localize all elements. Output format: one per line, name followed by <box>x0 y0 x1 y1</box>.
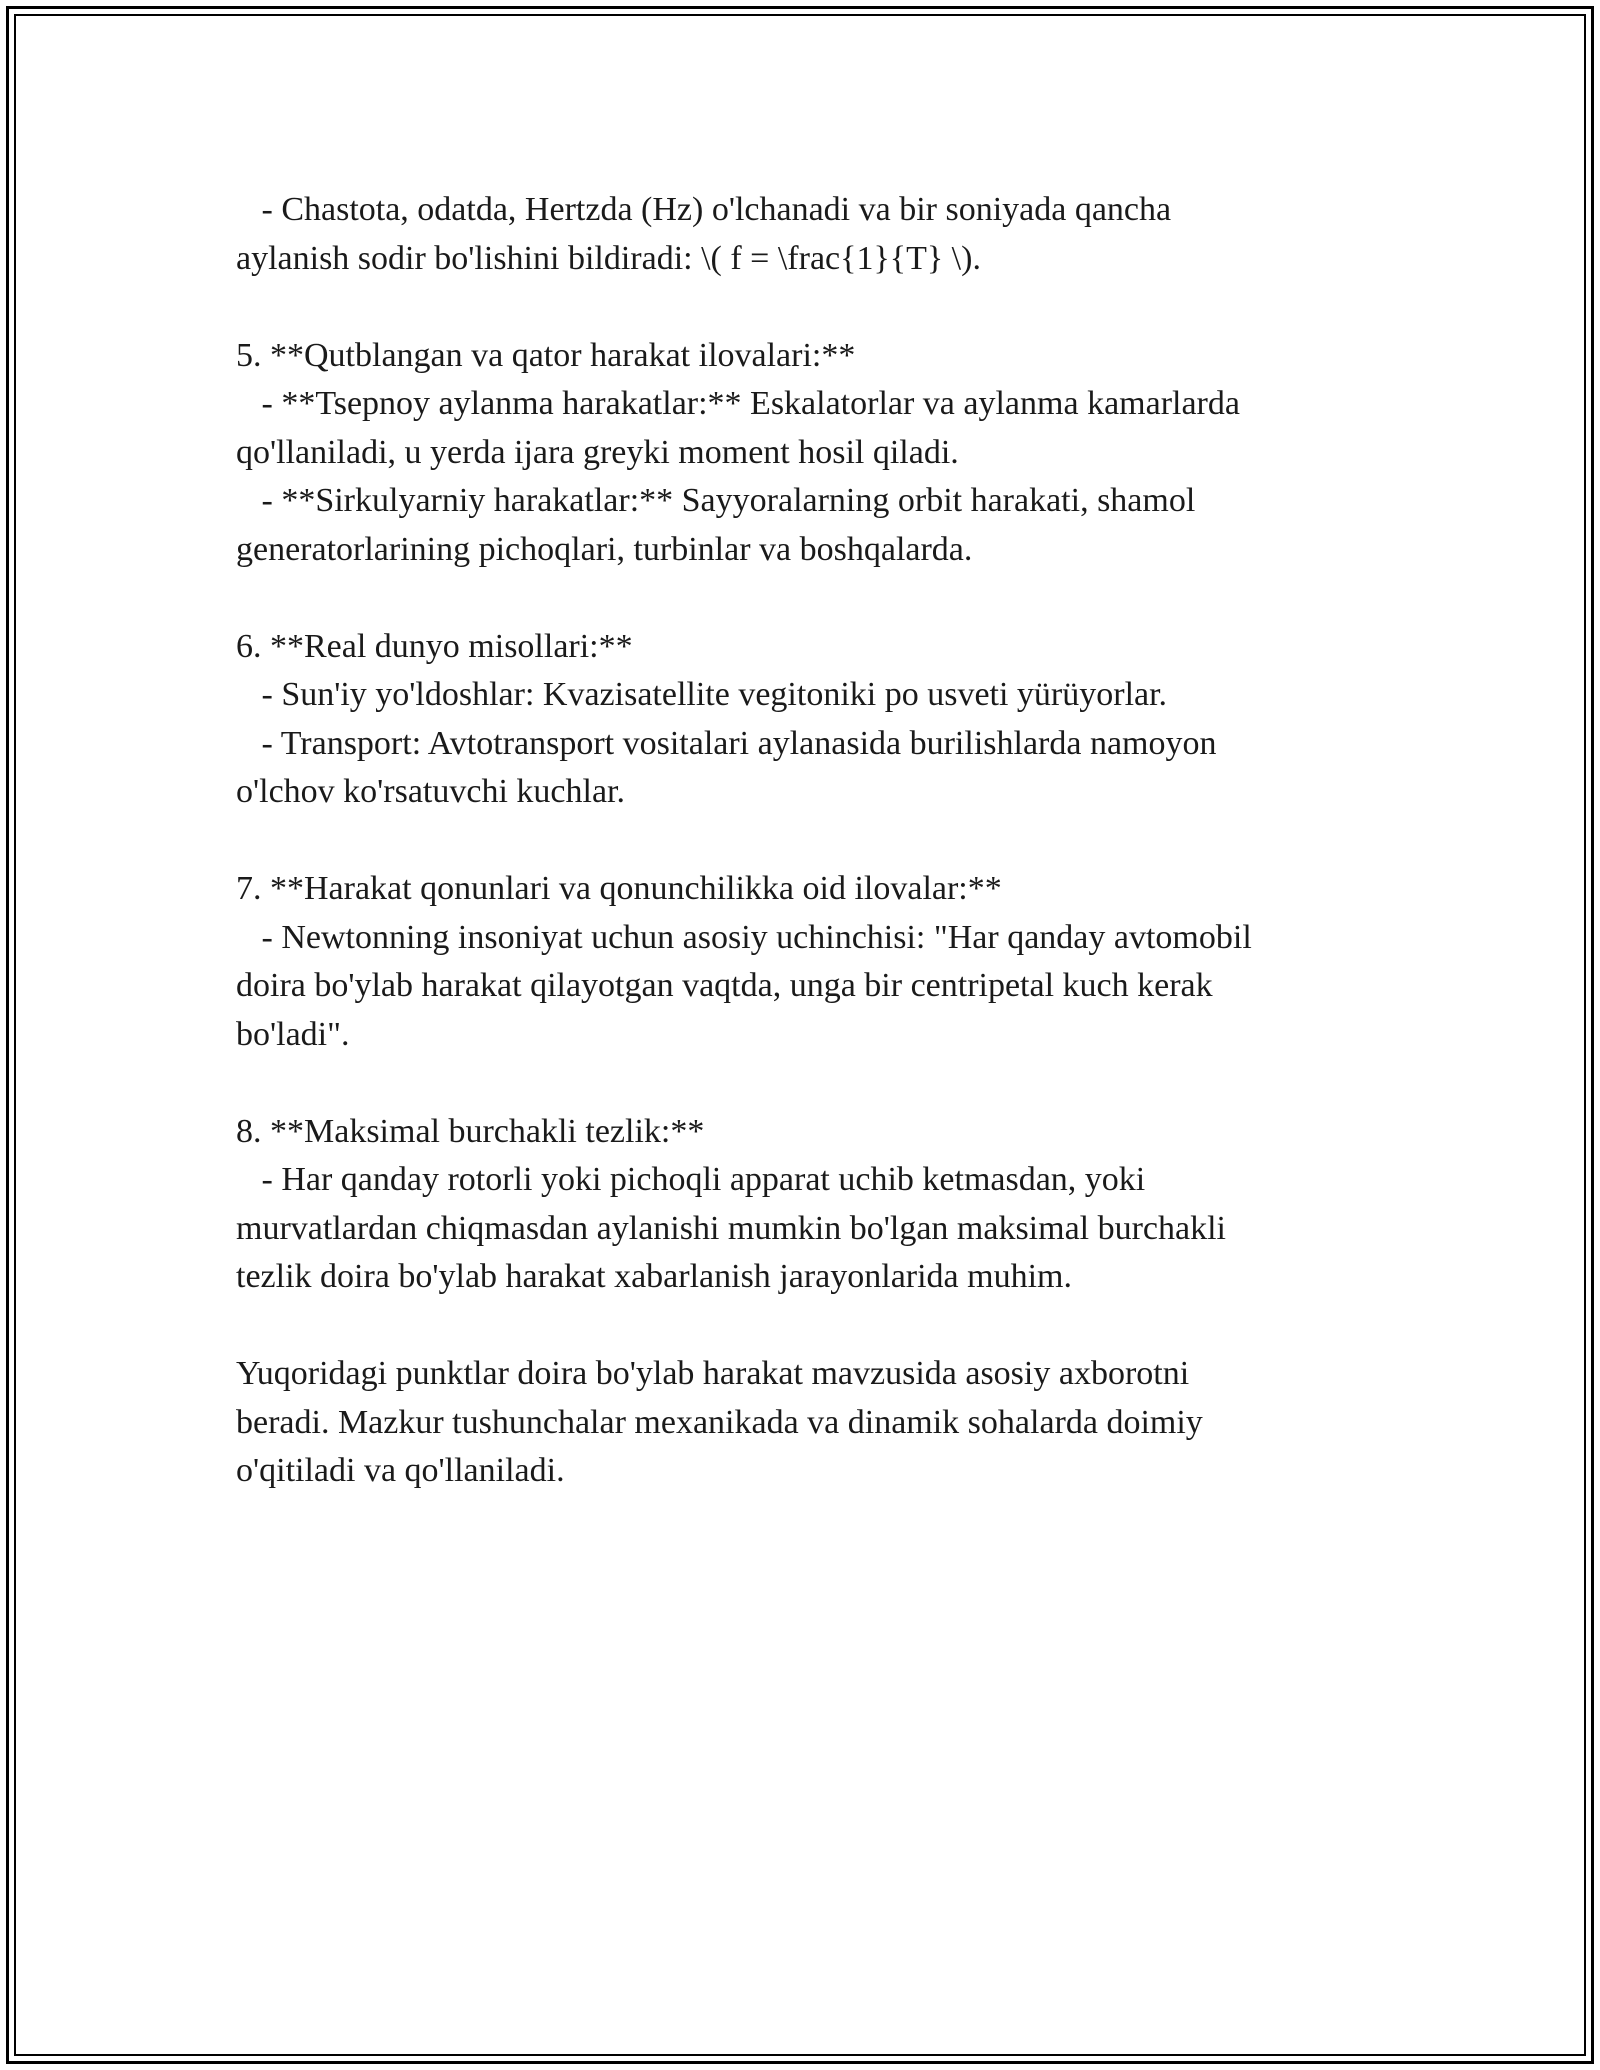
text-line: - **Sirkulyarniy harakatlar:** Sayyoralarning orbit harakati, shamol <box>236 482 1196 519</box>
section-heading: 7. **Harakat qonunlari va qonunchilikka oid ilovalar:** <box>236 870 1002 907</box>
section-heading: 6. **Real dunyo misollari:** <box>236 627 633 665</box>
paragraph-applications <box>236 332 1366 575</box>
text-line: - **Tsepnoy aylanma harakatlar:** Eskalatorlar va aylanma kamarlarda <box>236 385 1240 422</box>
paragraph-max-angular-speed <box>236 1108 1366 1302</box>
text-line: - Har qanday rotorli yoki pichoqli apparat uchib ketmasdan, yoki <box>236 1161 1146 1198</box>
text-line: - Newtonning insoniyat uchun asosiy uchinchisi: "Har qanday avtomobil <box>236 918 1252 956</box>
text-line: generatorlarining pichoqlari, turbinlar va boshqalarda. <box>236 530 973 568</box>
text-line: - Sun'iy yo'ldoshlar: Kvazisatellite vegitoniki po usveti yürüyorlar. <box>236 676 1168 713</box>
paragraph-conclusion <box>236 1350 1366 1496</box>
text-line: bo'ladi". <box>236 1015 350 1053</box>
text-line: beradi. Mazkur tushunchalar mexanikada va dinamik sohalarda doimiy <box>236 1403 1203 1441</box>
text-line: Yuqoridagi punktlar doira bo'ylab harakat mavzusida asosiy axborotni <box>236 1355 1190 1392</box>
text-line: murvatlardan chiqmasdan aylanishi mumkin bo'lgan maksimal burchakli <box>236 1209 1227 1247</box>
section-heading: 8. **Maksimal burchakli tezlik:** <box>236 1112 705 1150</box>
text-line: tezlik doira bo'ylab harakat xabarlanish jarayonlarida muhim. <box>236 1258 1072 1295</box>
text-line: doira bo'ylab harakat qilayotgan vaqtda, unga bir centripetal kuch kerak <box>236 967 1213 1004</box>
text-line: o'lchov ko'rsatuvchi kuchlar. <box>236 773 625 810</box>
text-line: aylanish sodir bo'lishini bildiradi: \( f = \frac{1}{T} \). <box>236 239 981 277</box>
text-line: qo'llaniladi, u yerda ijara greyki moment hosil qiladi. <box>236 433 959 471</box>
text-line: - Transport: Avtotransport vositalari aylanasida burilishlarda namoyon <box>236 724 1217 762</box>
paragraph-laws <box>236 865 1366 1059</box>
text-line: o'qitiladi va qo'llaniladi. <box>236 1452 565 1489</box>
paragraph-frequency <box>236 186 1366 283</box>
document-body <box>236 186 1366 1544</box>
section-heading: 5. **Qutblangan va qator harakat ilovalari:** <box>236 336 856 374</box>
text-line: - Chastota, odatda, Hertzda (Hz) o'lchanadi va bir soniyada qancha <box>236 191 1172 228</box>
paragraph-real-world <box>236 623 1366 817</box>
